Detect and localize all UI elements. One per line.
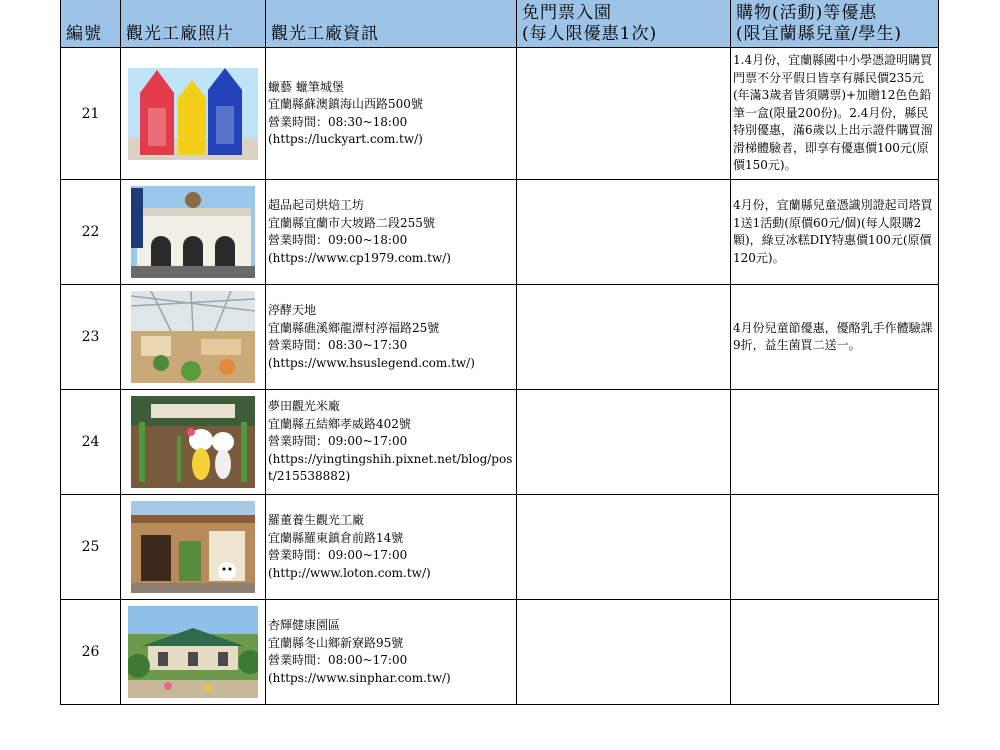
- offer-cell: 4月份兒童節優惠，優酪乳手作體驗課9折，益生菌買二送一。: [731, 285, 939, 390]
- table-row: [61, 180, 939, 285]
- table-row: [61, 285, 939, 390]
- factory-info: [266, 495, 517, 600]
- factory-name: 杏輝健康園區: [268, 618, 341, 632]
- header-num: 編號: [61, 0, 121, 48]
- factory-name: 渟酵天地: [268, 303, 317, 317]
- header-row: [61, 0, 939, 48]
- factory-info: [266, 600, 517, 705]
- factory-url: (https://yingtingshih.pixnet.net/blog/post/215538882): [268, 451, 513, 484]
- table-row: [61, 390, 939, 495]
- crayon-castle-photo: [128, 68, 258, 160]
- factory-url: (https://luckyart.com.tw/): [268, 132, 423, 146]
- factory-info: [266, 285, 517, 390]
- factory-info: [266, 180, 517, 285]
- factory-hours: 營業時間：09:00~18:00: [268, 233, 408, 247]
- promotion-table: [60, 0, 939, 705]
- factory-name: 羅董養生觀光工廠: [268, 513, 365, 527]
- table-row: [61, 495, 939, 600]
- factory-hours: 營業時間：08:30~17:30: [268, 338, 408, 352]
- ticket-cell: [517, 48, 731, 180]
- header-photo: 觀光工廠照片: [121, 0, 266, 48]
- factory-name: 超品起司烘焙工坊: [268, 198, 365, 212]
- table-row: [61, 600, 939, 705]
- offer-cell: 4月份，宜蘭縣兒童憑識別證起司塔買1送1活動(原價60元/個)(每人限購2顆)，綠豆冰糕DIY特惠價100元(原價120元)。: [731, 180, 939, 285]
- factory-address: 宜蘭縣冬山鄉新寮路95號: [268, 635, 404, 650]
- factory-address: 宜蘭縣蘇澳鎮海山西路500號: [268, 97, 423, 111]
- ticket-cell: [517, 495, 731, 600]
- ticket-cell: [517, 600, 731, 705]
- rice-factory-photo: [131, 396, 255, 488]
- health-factory-photo: [131, 501, 255, 593]
- row-number: 23: [61, 285, 121, 390]
- factory-name: 蠟藝 蠟筆城堡: [268, 79, 344, 94]
- factory-url: (https://www.cp1979.com.tw/): [268, 250, 451, 265]
- factory-address: 宜蘭縣五結鄉孝威路402號: [268, 416, 411, 431]
- factory-info: [266, 48, 517, 180]
- row-number: 25: [61, 495, 121, 600]
- header-info: 觀光工廠資訊: [266, 0, 517, 48]
- factory-address: 宜蘭縣礁溪鄉龍潭村渟福路25號: [268, 320, 440, 335]
- row-number: 24: [61, 390, 121, 495]
- offer-cell: [731, 495, 939, 600]
- factory-hours: 營業時間：09:00~17:00: [268, 434, 408, 449]
- header-offer: 購物(活動)等優惠 (限宜蘭縣兒童/學生): [731, 0, 939, 48]
- factory-address: 宜蘭縣羅東鎮倉前路14號: [268, 530, 404, 545]
- factory-info: [266, 390, 517, 495]
- offer-cell: [731, 390, 939, 495]
- offer-cell: [731, 600, 939, 705]
- factory-url: (http://www.loton.com.tw/): [268, 565, 431, 580]
- row-number: 22: [61, 180, 121, 285]
- row-number: 21: [61, 48, 121, 180]
- factory-name: 夢田觀光米廠: [268, 399, 341, 414]
- table-row: [61, 48, 939, 180]
- factory-hours: 營業時間：09:00~17:00: [268, 548, 408, 562]
- factory-url: (https://www.sinphar.com.tw/): [268, 670, 451, 685]
- ticket-cell: [517, 180, 731, 285]
- factory-url: (https://www.hsuslegend.com.tw/): [268, 355, 475, 370]
- row-number: 26: [61, 600, 121, 705]
- ticket-cell: [517, 285, 731, 390]
- dairy-park-photo: [131, 291, 255, 383]
- factory-address: 宜蘭縣宜蘭市大坡路二段255號: [268, 215, 435, 230]
- offer-cell: 1.4月份，宜蘭縣國中小學憑證明購買門票不分平假日皆享有縣民價235元(年滿3歲者皆須購票)+加贈12色色鉛筆一盒(限量200份)。2.4月份，縣民特別優惠，滿6歲以上出示證件購買溜滑梯體驗者，即享有優惠價100元(原價150元)。: [731, 48, 939, 180]
- cheese-bakery-photo: [131, 186, 255, 278]
- factory-hours: 營業時間：08:00~17:00: [268, 653, 408, 667]
- factory-hours: 營業時間：08:30~18:00: [268, 114, 408, 129]
- ticket-cell: [517, 390, 731, 495]
- health-park-photo: [128, 606, 258, 698]
- header-ticket: 免門票入園 (每人限優惠1次): [517, 0, 731, 48]
